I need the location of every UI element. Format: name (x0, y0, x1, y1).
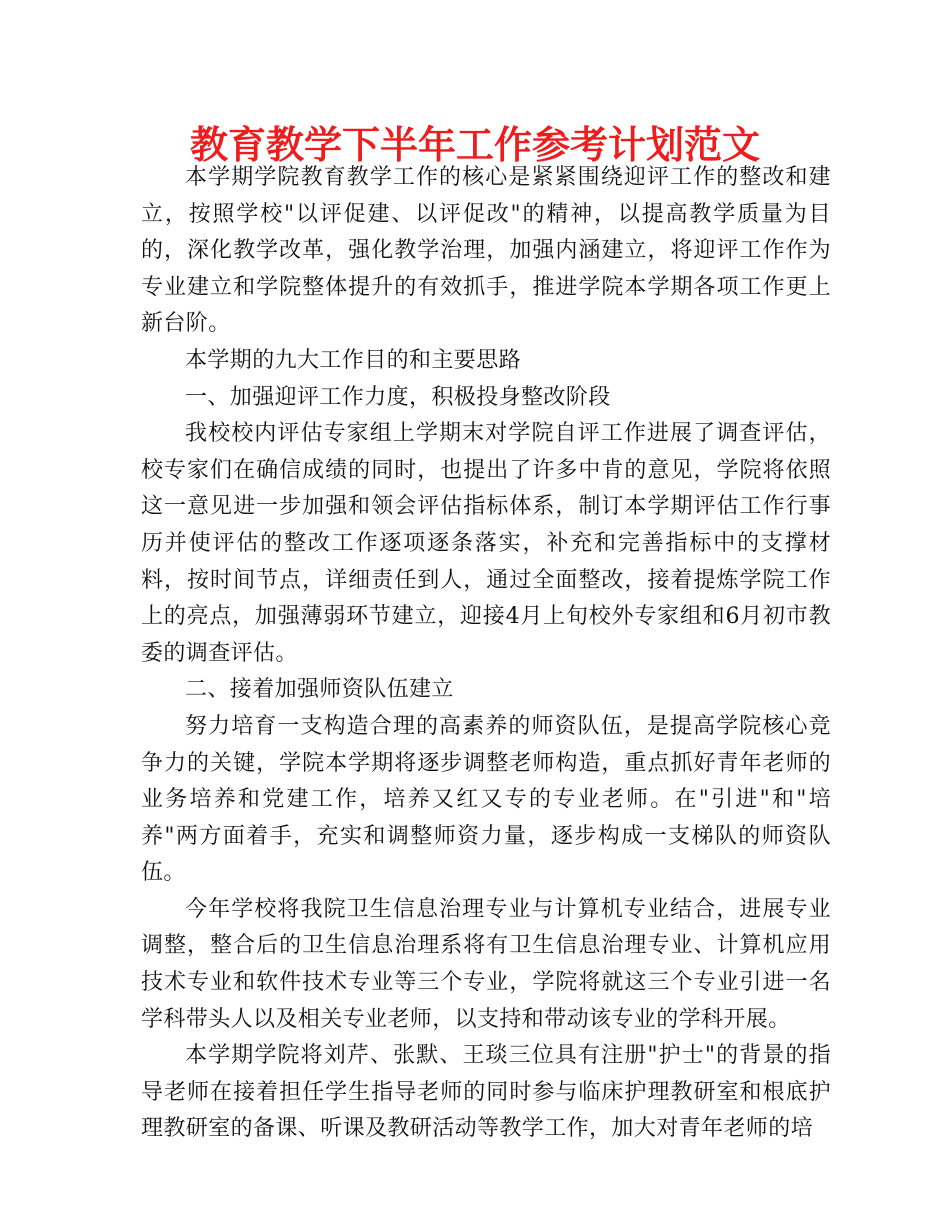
paragraph-nursing-teachers: 本学期学院将刘芹、张默、王琰三位具有注册"护士"的背景的指导老师在接着担任学生指导老师的同时参与临床护理教研室和根底护理教研室的备课、听课及教研活动等教学工作，加大对青年老师的培 (141, 1043, 831, 1142)
section-heading-1: 一、加强迎评工作力度，积极投身整改阶段 (185, 384, 611, 410)
paragraph-faculty: 努力培育一支构造合理的高素养的师资队伍，是提高学院核心竞争力的关键，学院本学期将逐步调整老师构造，重点抓好青年老师的业务培养和党建工作，培养又红又专的专业老师。在"引进"和"培养"两方面着手，充实和调整师资力量，逐步构成一支梯队的师资队伍。 (141, 713, 831, 886)
document-body (141, 160, 831, 1148)
paragraph-specialty-adjustment: 今年学校将我院卫生信息治理专业与计算机专业结合，进展专业调整，整合后的卫生信息治理系将有卫生信息治理专业、计算机应用技术专业和软件技术专业等三个专业，学院将就这三个专业引进一名学科带头人以及相关专业老师，以支持和带动该专业的学科开展。 (141, 896, 831, 1032)
paragraph-evaluation: 我校校内评估专家组上学期末对学院自评工作进展了调查评估，校专家们在确信成绩的同时，也提出了许多中肯的意见，学院将依照这一意见进一步加强和领会评估指标体系，制订本学期评估工作行事历并使评估的整改工作逐项逐条落实，补充和完善指标中的支撑材料，按时间节点，详细责任到人，通过全面整改，接着提炼学院工作上的亮点，加强薄弱环节建立，迎接4月上旬校外专家组和6月初市教委的调查评估。 (141, 421, 831, 666)
paragraph-intro: 本学期学院教育教学工作的核心是紧紧围绕迎评工作的整改和建立，按照学校"以评促建、以评促改"的精神，以提高教学质量为目的，深化教学改革，强化教学治理，加强内涵建立，将迎评工作作为专业建立和学院整体提升的有效抓手，推进学院本学期各项工作更上新台阶。 (141, 165, 831, 337)
document-title: 教育教学下半年工作参考计划范文 (189, 123, 760, 167)
paragraph-goals-heading: 本学期的九大工作目的和主要思路 (185, 347, 522, 373)
section-heading-2: 二、接着加强师资队伍建立 (185, 677, 454, 703)
